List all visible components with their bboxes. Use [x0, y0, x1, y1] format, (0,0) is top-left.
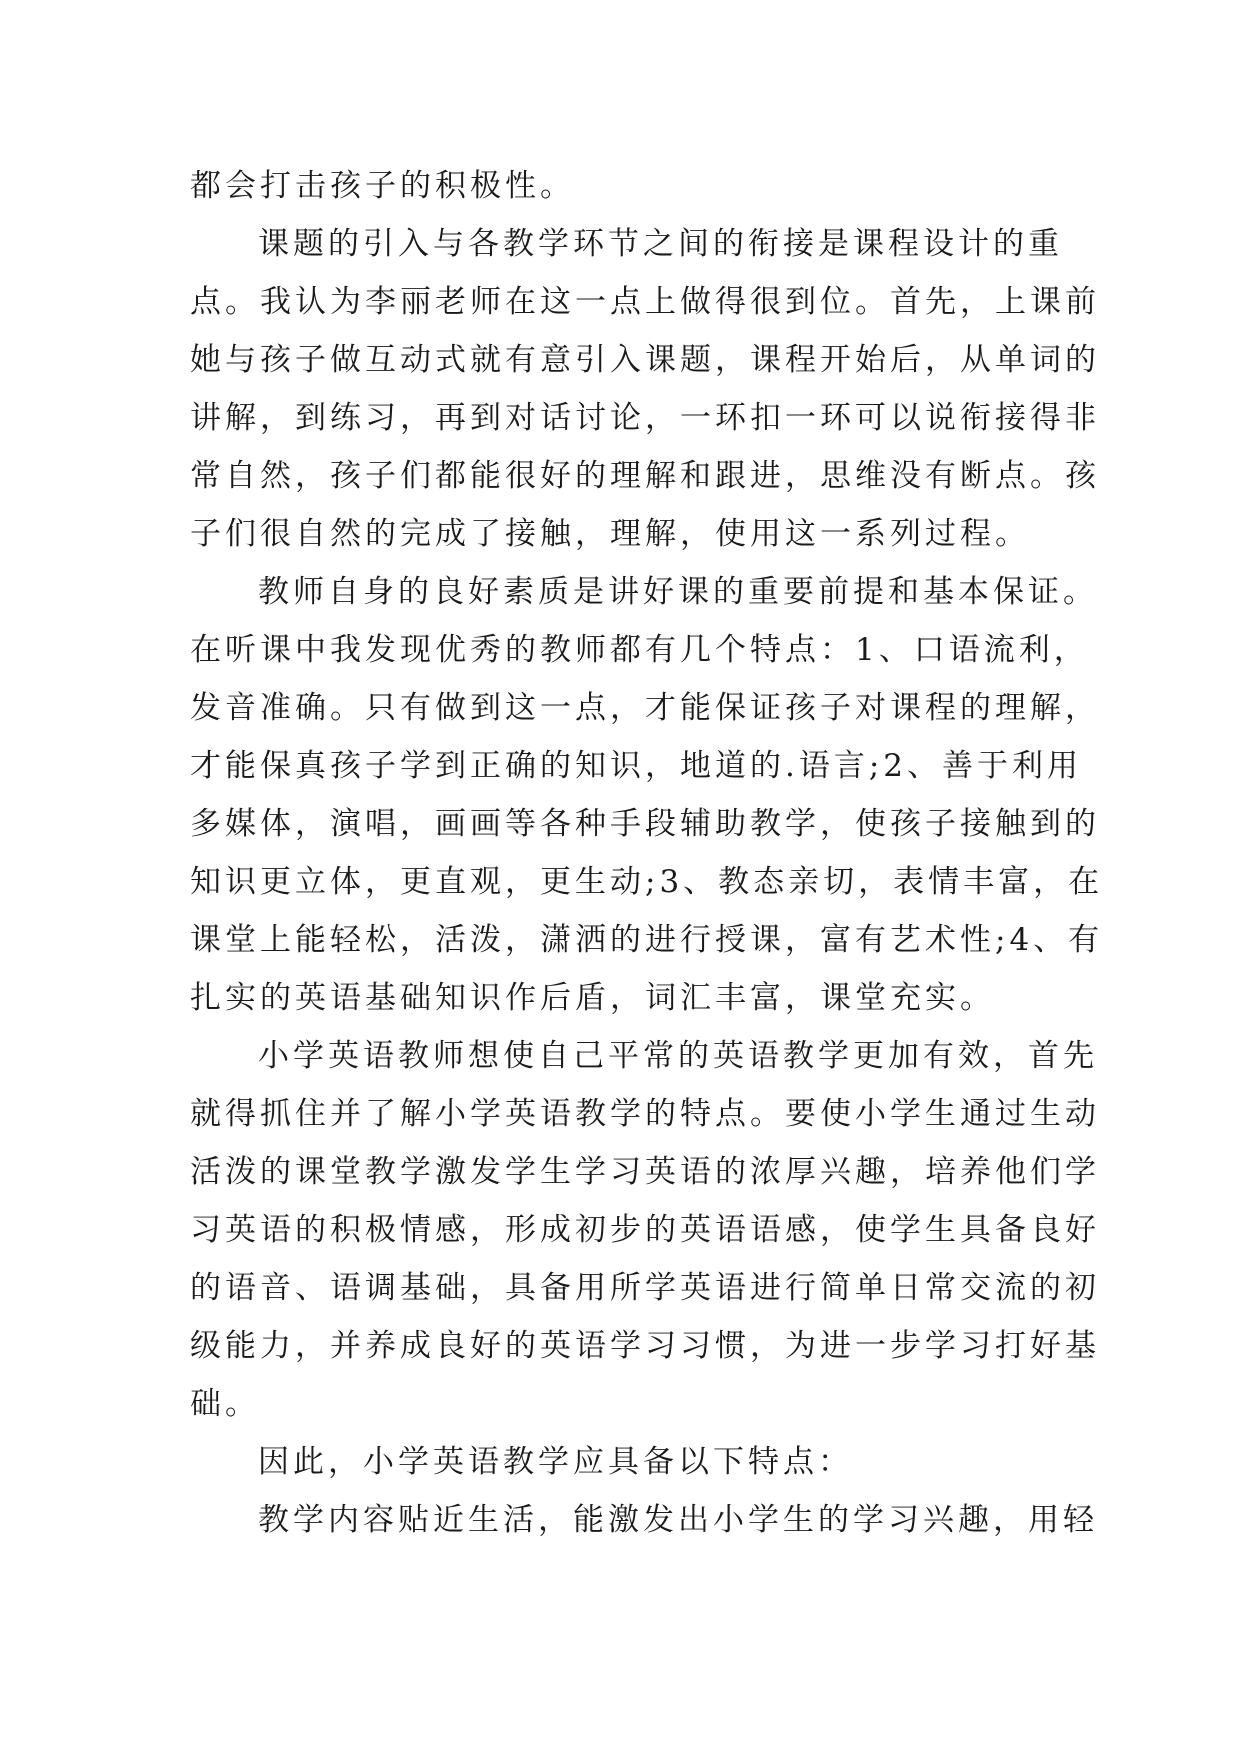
text-line: 常自然，孩子们都能很好的理解和跟进，思维没有断点。孩: [190, 458, 1100, 494]
text-line: 教师自身的良好素质是讲好课的重要前提和基本保证。: [258, 574, 1098, 610]
text-line: 因此，小学英语教学应具备以下特点：: [258, 1444, 853, 1480]
text-line: 础。: [190, 1386, 260, 1422]
text-line: 点。我认为李丽老师在这一点上做得很到位。首先，上课前: [190, 284, 1100, 320]
text-line: 知识更立体，更直观，更生动;3、教态亲切，表情丰富，在: [190, 864, 1104, 900]
text-line: 小学英语教师想使自己平常的英语教学更加有效，首先: [258, 1038, 1098, 1074]
text-line: 才能保真孩子学到正确的知识，地道的.语言;2、善于利用: [190, 748, 1083, 784]
text-line: 级能力，并养成良好的英语学习习惯，为进一步学习打好基: [190, 1328, 1100, 1364]
text-line: 子们很自然的完成了接触，理解，使用这一系列过程。: [190, 516, 1030, 552]
text-line: 课堂上能轻松，活泼，潇洒的进行授课，富有艺术性;4、有: [190, 922, 1104, 958]
text-line: 在听课中我发现优秀的教师都有几个特点：1、口语流利，: [190, 632, 1089, 668]
text-line: 都会打击孩子的积极性。: [190, 168, 575, 204]
text-line: 发音准确。只有做到这一点，才能保证孩子对课程的理解，: [190, 690, 1100, 726]
text-line: 课题的引入与各教学环节之间的衔接是课程设计的重: [258, 226, 1063, 262]
text-line: 活泼的课堂教学激发学生学习英语的浓厚兴趣，培养他们学: [190, 1154, 1100, 1190]
document-body-text: [190, 157, 1104, 1549]
text-line: 讲解，到练习，再到对话讨论，一环扣一环可以说衔接得非: [190, 400, 1100, 436]
text-line: 就得抓住并了解小学英语教学的特点。要使小学生通过生动: [190, 1096, 1100, 1132]
text-line: 扎实的英语基础知识作后盾，词汇丰富，课堂充实。: [190, 980, 995, 1016]
text-line: 的语音、语调基础，具备用所学英语进行简单日常交流的初: [190, 1270, 1100, 1306]
text-line: 多媒体，演唱，画画等各种手段辅助教学，使孩子接触到的: [190, 806, 1100, 842]
text-line: 教学内容贴近生活，能激发出小学生的学习兴趣，用轻: [258, 1502, 1098, 1538]
text-line: 习英语的积极情感，形成初步的英语语感，使学生具备良好: [190, 1212, 1100, 1248]
text-line: 她与孩子做互动式就有意引入课题，课程开始后，从单词的: [190, 342, 1100, 378]
